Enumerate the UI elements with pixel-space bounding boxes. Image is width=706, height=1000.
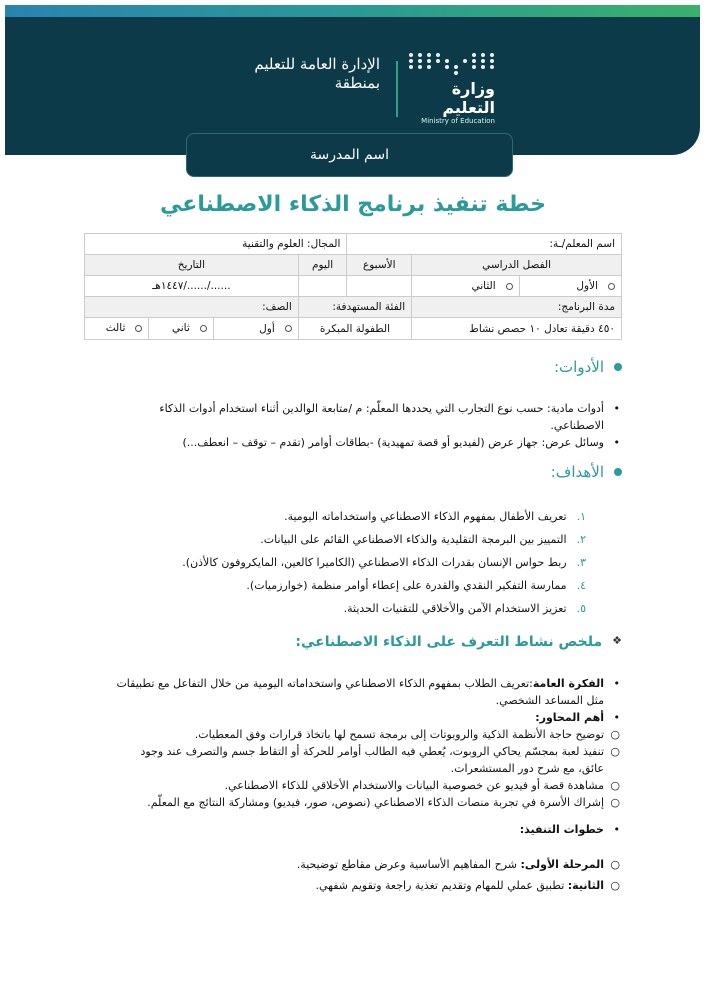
logo-dot <box>481 59 485 63</box>
logo-dot <box>490 59 494 63</box>
list-item: • أدوات مادية: حسب نوع التجارب التي يحددها المعلّم: م /متابعة الوالدين أثناء استخدام أدوات الذكاء الاصطناعي. <box>159 402 620 432</box>
date-header: التاريخ <box>85 255 299 276</box>
item-text: ربط حواس الإنسان بقدرات الذكاء الاصطناعي (الكاميرا كالعين، المايكروفون كالأذن). <box>182 556 567 569</box>
grade-label: الصف: <box>85 297 299 318</box>
item-number: ٤. <box>576 579 586 592</box>
gradient-bar <box>5 5 700 17</box>
logo-dot <box>418 53 422 57</box>
grade-option-1[interactable] <box>213 318 298 340</box>
sub-item: ○ الثانية: تطبيق عملي للمهام وتقديم تغذية راجعة وتقويم شفهي. <box>315 879 620 892</box>
teacher-name-cell: اسم المعلم/ـة: <box>347 234 622 255</box>
heading-text: ملخص نشاط التعرف على الذكاء الاصطناعي: <box>295 634 603 650</box>
logo-dot <box>409 53 413 57</box>
item-text: إشراك الأسرة في تجربة منصات الذكاء الاصطناعي (نصوص، صور، فيديو) ومشاركة النتائج مع المعلّم. <box>147 796 604 809</box>
option-label: ثالث <box>105 322 126 334</box>
item-number: ٢. <box>576 533 586 546</box>
logo-dot <box>454 71 458 75</box>
summary-heading <box>295 634 622 650</box>
week-header: الأسبوع <box>347 255 412 276</box>
logo-dot <box>409 65 413 69</box>
step-text: شرح المفاهيم الأساسية وعرض مقاطع توضيحية. <box>296 858 521 871</box>
item-text: توضيح حاجة الأنظمة الذكية والروبوتات إلى برمجة تسمح لها باتخاذ قرارات وفق المعطيات. <box>194 728 604 741</box>
bullet-icon <box>614 363 622 371</box>
sub-item: ○ مشاهدة قصة أو فيديو عن خصوصية البيانات والاستخدام الأخلاقي للذكاء الاصطناعي. <box>224 779 620 792</box>
domain-cell: المجال: العلوم والتقنية <box>85 234 347 255</box>
radio-icon <box>285 325 292 332</box>
list-item: • أهم المحاور: <box>535 711 620 724</box>
axes-label: أهم المحاور: <box>535 711 604 724</box>
day-value <box>298 276 347 297</box>
list-item <box>182 505 586 528</box>
steps-label: خطوات التنفيذ: <box>519 823 604 836</box>
logo-dot <box>436 59 440 63</box>
diamond-bullet-icon: ❖ <box>612 634 622 647</box>
item-text: التمييز بين البرمجة التقليدية والذكاء الاصطناعي القائم على البيانات. <box>260 533 567 546</box>
list-item <box>182 551 586 574</box>
dept-line-2: بمنطقة <box>334 74 380 92</box>
list-item <box>182 574 586 597</box>
department-name <box>254 55 380 93</box>
logo-dot <box>427 65 431 69</box>
grade-option-2[interactable] <box>148 318 212 339</box>
step-label: الثانية: <box>567 879 604 892</box>
logo-dot <box>463 59 467 63</box>
heading-text: الأدوات: <box>554 358 604 376</box>
sub-item: ○ تنفيذ لعبة بمجسّم يحاكي الروبوت، يُعطي فيه الطالب أوامر للحركة أو التقاط جسم والتصرف عند وجود عائق، مع شرح دور المستشعرات. <box>140 745 620 775</box>
logo-dot <box>427 53 431 57</box>
item-text: تنفيذ لعبة بمجسّم يحاكي الروبوت، يُعطي فيه الطالب أوامر للحركة أو التقاط جسم والتصرف عند وجود عائق، مع شرح دور المستشعرات. <box>140 745 604 775</box>
item-text: مشاهدة قصة أو فيديو عن خصوصية البيانات والاستخدام الأخلاقي للذكاء الاصطناعي. <box>224 779 604 792</box>
ministry-name-en: Ministry of Education <box>421 117 495 125</box>
option-label: الثاني <box>471 280 496 292</box>
option-label: ثاني <box>171 322 190 334</box>
list-item <box>182 528 586 551</box>
item-number: ٣. <box>576 556 586 569</box>
radio-icon <box>608 283 615 290</box>
day-header: اليوم <box>298 255 347 276</box>
item-text: تعزيز الاستخدام الآمن والأخلاقي للتقنيات الحديثة. <box>343 602 567 615</box>
ministry-name-ar: وزارة التعليم <box>442 79 495 117</box>
item-text: تعريف الأطفال بمفهوم الذكاء الاصطناعي واستخداماته اليومية. <box>284 510 567 523</box>
list-item: • وسائل عرض: جهاز عرض (لفيديو أو قصة تمهيدية) -بطاقات أوامر (تقدم – توقف – انعطف...) <box>182 436 620 449</box>
target-value: الطفولة المبكرة <box>298 318 411 340</box>
grade-option-2-3[interactable] <box>85 318 214 340</box>
week-value <box>347 276 412 297</box>
logo-dot <box>418 65 422 69</box>
logo-dot <box>436 53 440 57</box>
logo-dot <box>490 53 494 57</box>
divider <box>396 61 398 117</box>
grade-option-3[interactable] <box>85 318 148 339</box>
sub-item: ○ توضيح حاجة الأنظمة الذكية والروبوتات إلى برمجة تسمح لها باتخاذ قرارات وفق المعطيات. <box>194 728 620 741</box>
radio-icon <box>135 325 142 332</box>
logo-dot <box>481 53 485 57</box>
logo-dot <box>427 59 431 63</box>
radio-icon <box>506 283 513 290</box>
item-number: ١. <box>576 510 586 523</box>
logo-dot <box>472 65 476 69</box>
logo-dot <box>490 65 494 69</box>
summary-list <box>112 675 622 894</box>
option-label: الأول <box>576 280 598 292</box>
page-title: خطة تنفيذ برنامج الذكاء الاصطناعي <box>160 192 546 217</box>
goals-heading <box>551 463 622 481</box>
bullet-icon <box>614 468 622 476</box>
item-text: وسائل عرض: جهاز عرض (لفيديو أو قصة تمهيدية) -بطاقات أوامر (تقدم – توقف – انعطف...) <box>182 436 604 449</box>
duration-value: ٤٥٠ دقيقة تعادل ١٠ حصص نشاط <box>412 318 622 340</box>
list-item: • الفكرة العامة:تعريف الطلاب بمفهوم الذكاء الاصطناعي واستخداماته اليومية من خلال التفاعل مع تطبيقات مثل المساعد الشخصي. <box>116 677 620 707</box>
semester-second-option[interactable] <box>412 276 519 297</box>
logo-dot <box>418 59 422 63</box>
dept-line-1: الإدارة العامة للتعليم <box>254 55 380 73</box>
school-name-box: اسم المدرسة <box>186 133 513 177</box>
semester-first-option[interactable] <box>519 276 621 297</box>
date-value: ....../....../١٤٤٧هـ <box>85 276 299 297</box>
logo-dot <box>409 59 413 63</box>
heading-text: الأهداف: <box>550 463 604 481</box>
logo-dot <box>472 59 476 63</box>
tools-heading <box>554 358 622 376</box>
tools-list <box>112 400 622 451</box>
list-item: • خطوات التنفيذ: <box>519 823 620 836</box>
goals-list <box>182 505 586 620</box>
logo-dot <box>481 65 485 69</box>
logo-dot <box>445 65 449 69</box>
semester-header: الفصل الدراسي <box>412 255 622 276</box>
ministry-logo <box>403 53 495 125</box>
sub-item: ○ إشراك الأسرة في تجربة منصات الذكاء الاصطناعي (نصوص، صور، فيديو) ومشاركة النتائج مع المعلّم. <box>147 796 620 809</box>
list-item <box>182 597 586 620</box>
target-label: الفئة المستهدفة: <box>298 297 411 318</box>
sub-item: ○ المرحلة الأولى: شرح المفاهيم الأساسية وعرض مقاطع توضيحية. <box>296 858 620 871</box>
logo-dot <box>445 59 449 63</box>
duration-label: مدة البرنامج: <box>412 297 622 318</box>
radio-icon <box>200 325 207 332</box>
step-label: المرحلة الأولى: <box>520 858 604 871</box>
idea-text: :تعريف الطلاب بمفهوم الذكاء الاصطناعي واستخداماته اليومية من خلال التفاعل مع تطبيقات مثل المساعد الشخصي. <box>116 677 604 707</box>
idea-label: الفكرة العامة <box>532 677 604 690</box>
step-text: تطبيق عملي للمهام وتقديم تغذية راجعة وتقويم شفهي. <box>315 879 568 892</box>
option-label: أول <box>259 322 275 335</box>
logo-dot <box>454 65 458 69</box>
info-table <box>84 233 622 340</box>
item-text: ممارسة التفكير النقدي والقدرة على إعطاء أوامر منظمة (خوارزميات). <box>246 579 567 592</box>
item-text: أدوات مادية: حسب نوع التجارب التي يحددها المعلّم: م /متابعة الوالدين أثناء استخدام أدوات الذكاء الاصطناعي. <box>159 402 604 432</box>
item-number: ٥. <box>576 602 586 615</box>
logo-dot <box>472 53 476 57</box>
